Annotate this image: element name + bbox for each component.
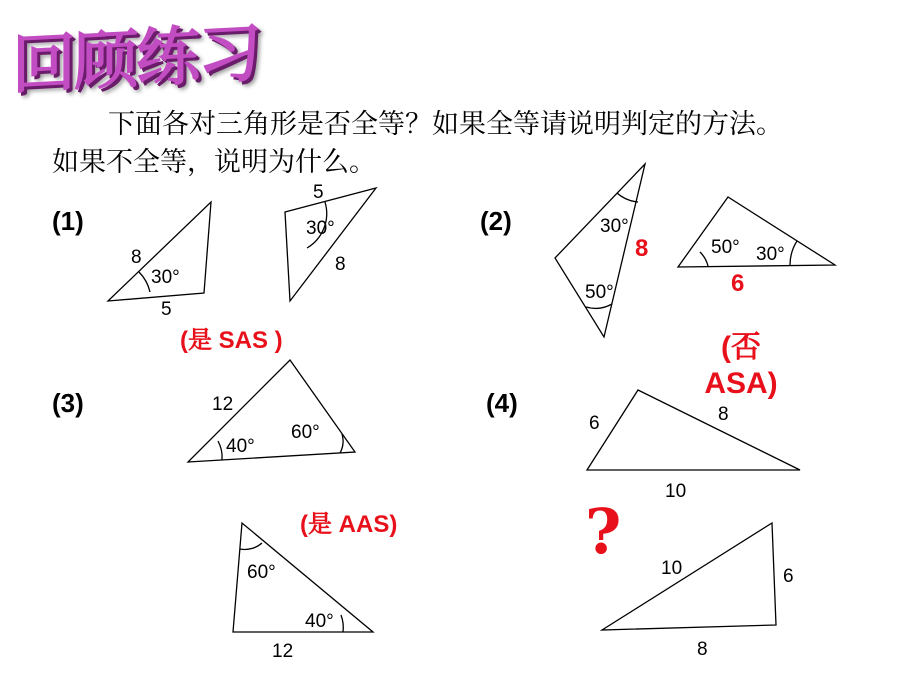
p4-b-side-hyp: 10	[661, 558, 683, 579]
p1-a-angle: 30°	[151, 267, 180, 288]
problem-2-answer: (否 ASA)	[704, 331, 778, 400]
p3-angle-arc-b-bottom	[341, 615, 343, 632]
p4-b-side-right: 6	[783, 566, 794, 587]
p2-triangle-a	[555, 164, 645, 337]
p2-a-angle-bottom: 50°	[585, 282, 614, 303]
p1-angle-arc-a	[139, 272, 150, 292]
problem-3-label: (3)	[52, 388, 84, 418]
p3-b-angle-top: 60°	[247, 562, 276, 583]
p4-a-side-bottom: 10	[665, 481, 687, 502]
p2-b-side: 6	[731, 270, 745, 297]
p2-angle-arc-b-right	[790, 241, 797, 265]
p2-b-angle-left: 50°	[711, 237, 740, 258]
p1-b-side-right: 8	[335, 254, 346, 275]
problem-4-question-mark: ?	[585, 495, 622, 568]
p1-a-side-bottom: 5	[161, 299, 172, 320]
problem-2-label: (2)	[480, 206, 512, 236]
p3-a-angle-right: 60°	[291, 422, 320, 443]
p1-b-side-top: 5	[313, 182, 324, 203]
problem-1-answer: (是 SAS )	[180, 327, 283, 354]
question-line-2: 如果不全等，说明为什么。	[52, 147, 376, 178]
p4-b-side-bottom: 8	[697, 639, 708, 660]
p4-triangle-b	[602, 523, 776, 630]
problem-4-label: (4)	[486, 388, 518, 418]
question-line-1: 下面各对三角形是否全等？如果全等请说明判定的方法。	[108, 109, 783, 140]
p2-a-angle-top: 30°	[600, 216, 629, 237]
p2-a-side: 8	[635, 235, 649, 262]
p2-angle-arc-a-top	[617, 193, 638, 202]
p3-b-side: 12	[272, 641, 294, 662]
p3-angle-arc-a-left	[218, 441, 222, 460]
p3-b-angle-bottom: 40°	[305, 611, 334, 632]
p4-triangle-a	[587, 390, 800, 470]
p3-angle-arc-a-right	[340, 434, 343, 453]
problem-3-answer: (是 AAS)	[300, 511, 398, 538]
slide-title: 回顾练习	[12, 16, 260, 104]
p3-a-angle-left: 40°	[226, 436, 255, 457]
p2-angle-arc-b-left	[700, 252, 708, 266]
p3-angle-arc-b-top	[240, 543, 262, 549]
p4-a-side-left: 6	[589, 413, 600, 434]
p1-a-side-top: 8	[131, 247, 142, 268]
p1-triangle-b	[285, 188, 376, 301]
p2-angle-arc-a-bottom	[586, 304, 612, 308]
p1-b-angle: 30°	[306, 218, 335, 239]
p4-a-side-right: 8	[718, 404, 729, 425]
p2-b-angle-right: 30°	[756, 244, 785, 265]
problem-1-label: (1)	[52, 206, 84, 236]
p3-a-side: 12	[212, 394, 234, 415]
